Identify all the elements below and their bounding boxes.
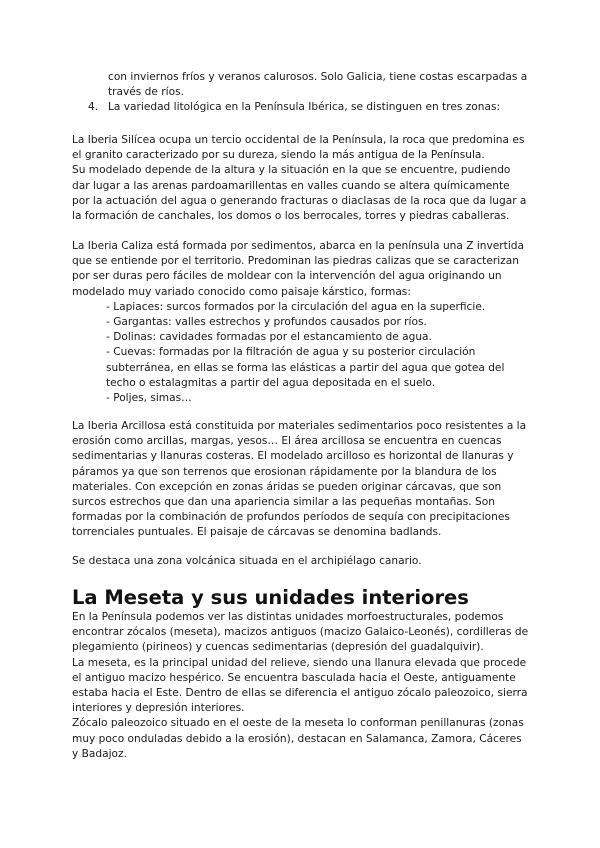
siliceous-paragraph-2: Su modelado depende de la altura y la situación en la que se encuentre, pudiendo dar lugar a las arenas pardoamarillentas en valles cuando se altera químicamente por la actuación del agua o generando fracturas o diaclasas de la roca que da lugar a la formación de canchales, los domos o los berrocales, torres y piedras caballeras. (72, 164, 527, 223)
meseta-paragraph-2: La meseta, es la principal unidad del relieve, siendo una llanura elevada que procede el antiguo macizo hespérico. Se encuentra basculada hacia el Oeste, antiguamente estaba hacia el Este. Dentro de ellas se diferencia el antiguo zócalo paleozoico, sierra interiores y depresión interiores. (72, 656, 528, 715)
clay-paragraph: La Iberia Arcillosa está constituida por materiales sedimentarios poco resistentes a la erosión como arcillas, margas, yesos… El área arcillosa se encuentra en cuencas sedimentarias y llanuras costeras. El modelado arcilloso es horizontal de llanuras y páramos ya que son terrenos que erosionan rápidamente por la blandura de los materiales. Con excepción en zonas áridas se pueden originar cárcavas, que son surcos estrechos que dan una apariencia similar a las pequeñas montañas. Son formadas por la combinación de profundos períodos de sequía con precipitaciones torrenciales puntuales. El paisaje de cárcavas se denomina badlands. (72, 420, 527, 539)
siliceous-paragraph-1: La Iberia Silícea ocupa un tercio occidental de la Península, la roca que predomina es el granito caracterizado por su dureza, siendo la más antigua de la Península. (72, 134, 525, 162)
list-item: - Cuevas: formadas por la filtración de agua y su posterior circulación subterránea, en ellas se forma las elásticas a partir del agua que gotea del techo o estalagmitas a partir del agua depositada en el suelo. (106, 346, 505, 389)
calcareous-intro: La Iberia Caliza está formada por sedimentos, abarca en la península una Z invertida que se entiende por el territorio. Predominan las piedras calizas que se caracterizan por ser duras pero fáciles de moldear con la intervención del agua originando un modelado muy variado conocido como paisaje kárstico, formas: (72, 240, 524, 298)
meseta-section (72, 586, 530, 762)
meseta-paragraph-1: En la Península podemos ver las distintas unidades morfoestructurales, podemos encontrar zócalos (meseta), macizos antiguos (macizo Galaico-Leonés), cordilleras de plegamiento (pirineos) y cuencas sedimentarias (depresión del guadalquivir). (72, 611, 529, 654)
section-heading: La Meseta y sus unidades interiores (72, 586, 469, 609)
list-item: - Dolinas: cavidades formadas por el estancamiento de agua. (106, 331, 432, 344)
volcanic-section (72, 554, 530, 569)
karst-forms-list (72, 300, 530, 406)
clay-section (72, 419, 530, 541)
list-item-4-number: 4. (88, 101, 99, 114)
meseta-paragraph-3: Zócalo paleozoico situado en el oeste de la meseta lo conforman penillanuras (zonas muy poco onduladas debido a la erosión), destacan en Salamanca, Zamora, Cáceres y Badajoz. (72, 717, 524, 760)
list-item-4-text: La variedad litológica en la Península Ibérica, se distinguen en tres zonas: (108, 101, 501, 114)
list-item-4 (72, 100, 530, 115)
calcareous-section (72, 239, 530, 406)
volcanic-paragraph: Se destaca una zona volcánica situada en el archipiélago canario. (72, 555, 422, 567)
list-item: - Lapiaces: surcos formados por la circulación del agua en la superficie. (106, 300, 486, 313)
list-item: - Poljes, simas… (106, 392, 192, 405)
list-item-3-continuation: con inviernos fríos y veranos calurosos. Solo Galicia, tiene costas escarpadas a través de ríos. (108, 71, 528, 99)
list-item: - Gargantas: valles estrechos y profundos causados por ríos. (106, 316, 427, 329)
list-continuation (72, 70, 530, 116)
siliceous-section (72, 133, 530, 224)
